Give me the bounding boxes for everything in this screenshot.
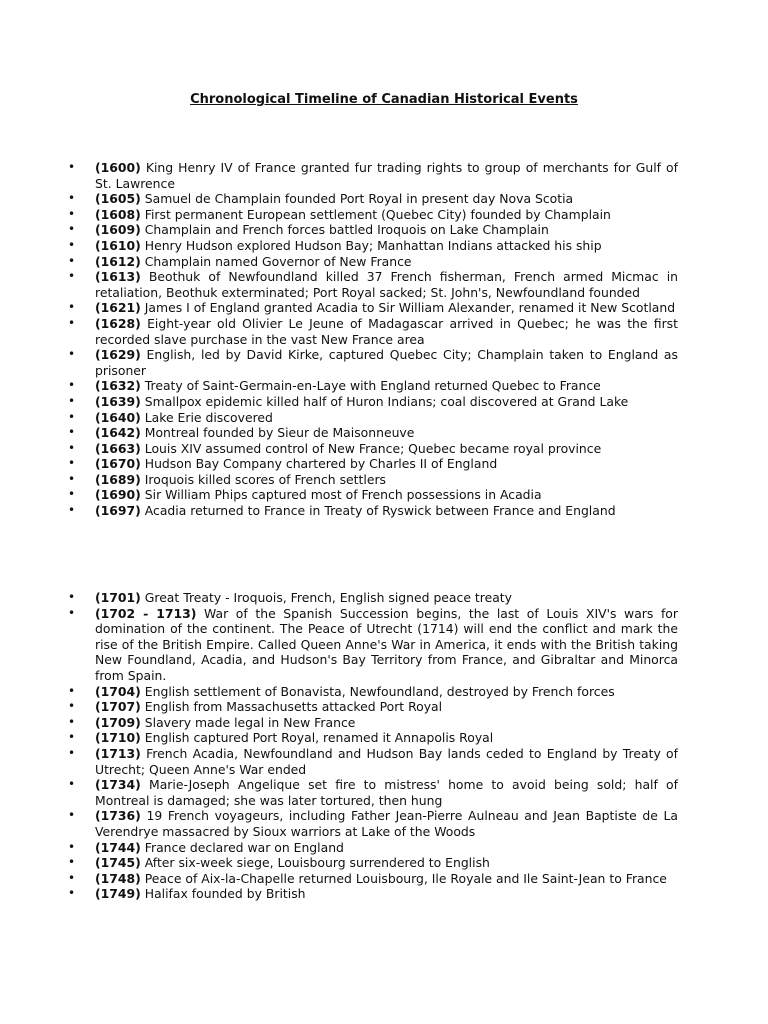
bullet-icon: • [68,590,76,604]
event-description: After six-week siege, Louisbourg surrendered to English [144,855,490,871]
timeline-event [68,840,678,856]
timeline-event [68,441,678,457]
event-description: Sir William Phips captured most of French possessions in Acadia [144,487,542,503]
event-year: (1689) [95,471,141,487]
bullet-icon: • [68,808,76,823]
event-year: (1670) [95,456,141,472]
event-description: Great Treaty - Iroquois, French, English signed peace treaty [144,590,512,605]
event-year: (1605) [95,191,141,207]
bullet-icon: • [68,605,76,620]
bullet-icon: • [68,471,76,486]
timeline-event [68,699,678,715]
bullet-icon: • [68,315,76,330]
event-year: (1697) [95,503,141,519]
event-year: (1707) [95,699,141,715]
event-description: Champlain named Governor of New France [144,253,412,269]
timeline-event [68,472,678,488]
event-description: France declared war on England [144,839,344,855]
event-year: (1613) [95,269,141,285]
event-description: Treaty of Saint-Germain-en-Laye with England returned Quebec to France [144,378,601,394]
event-description: English captured Port Royal, renamed it Annapolis Royal [144,730,494,746]
event-year: (1702 - 1713) [95,605,197,621]
event-year: (1745) [95,855,141,871]
bullet-icon: • [68,870,76,885]
bullet-icon: • [68,745,76,760]
bullet-icon: • [68,714,76,729]
event-description: James I of England granted Acadia to Sir William Alexander, renamed it New Scotland [144,300,676,316]
timeline-event [68,855,678,871]
timeline-event [68,777,678,808]
event-description: Beothuk of Newfoundland killed 37 French fisherman, French armed Micmac in retaliation, Beothuk exterminated; Port Royal sacked; St. John's, Newfoundland founded [95,269,678,300]
event-description: French Acadia, Newfoundland and Hudson Bay lands ceded to England by Treaty of Utrecht; Queen Anne's War ended [95,745,678,777]
event-year: (1713) [95,745,141,761]
event-year: (1632) [95,378,141,394]
bullet-icon: • [68,347,76,362]
bullet-icon: • [68,777,76,792]
event-description: English from Massachusetts attacked Port Royal [144,699,443,715]
bullet-icon: • [68,839,76,854]
event-year: (1612) [95,253,141,269]
timeline-event [68,191,678,207]
bullet-icon: • [68,237,76,252]
timeline-event [68,300,678,316]
bullet-icon: • [68,253,76,268]
event-description: Lake Erie discovered [144,409,273,425]
event-description: Hudson Bay Company chartered by Charles II of England [144,456,498,472]
event-description: War of the Spanish Succession begins, the last of Louis XIV's wars for domination of the continent. The Peace of Utrecht (1714) will end the conflict and mark the rise of the British Empire. Called Queen Anne's War in America, it ends with the British taking New Foundland, Acadia, and Hudson's Bay Territory from France, and Gibraltar and Minorca from Spain. [95,605,678,683]
bullet-icon: • [68,222,76,237]
event-description: Louis XIV assumed control of New France; Quebec became royal province [144,440,602,456]
timeline-list-1700s [68,590,678,902]
event-year: (1600) [95,160,141,175]
bullet-icon: • [68,300,76,315]
event-description: King Henry IV of France granted fur trading rights to group of merchants for Gulf of St. Lawrence [95,160,678,191]
bullet-icon: • [68,855,76,870]
timeline-event [68,871,678,887]
event-year: (1704) [95,683,141,699]
timeline-event [68,207,678,223]
event-year: (1744) [95,839,141,855]
timeline-event [68,394,678,410]
timeline-event [68,590,678,606]
event-description: English, led by David Kirke, captured Quebec City; Champlain taken to England as prisoner [95,347,678,378]
timeline-list-1600s [68,160,678,519]
timeline-event [68,254,678,270]
bullet-icon: • [68,269,76,284]
event-year: (1610) [95,237,141,253]
timeline-event [68,730,678,746]
event-description: First permanent European settlement (Quebec City) founded by Champlain [144,206,611,222]
timeline-event [68,269,678,300]
bullet-icon: • [68,425,76,440]
event-year: (1642) [95,425,141,441]
event-description: Eight-year old Olivier Le Jeune of Madagascar arrived in Quebec; he was the first recorded slave purchase in the vast New France area [95,315,678,347]
event-description: Henry Hudson explored Hudson Bay; Manhattan Indians attacked his ship [144,237,602,253]
event-year: (1690) [95,487,141,503]
event-year: (1709) [95,714,141,730]
bullet-icon: • [68,160,76,174]
timeline-event [68,715,678,731]
timeline-event [68,316,678,347]
event-description: Smallpox epidemic killed half of Huron Indians; coal discovered at Grand Lake [144,393,629,409]
event-year: (1736) [95,808,141,824]
timeline-event [68,746,678,777]
timeline-event [68,347,678,378]
bullet-icon: • [68,191,76,206]
timeline-event [68,410,678,426]
document-title: Chronological Timeline of Canadian Historical Events [190,92,578,107]
event-year: (1629) [95,347,141,363]
bullet-icon: • [68,886,76,901]
timeline-event [68,503,678,519]
event-description: 19 French voyageurs, including Father Jean-Pierre Aulneau and Jean Baptiste de La Verendrye massacred by Sioux warriors at Lake of the Woods [95,808,678,839]
event-description: Iroquois killed scores of French settlers [144,471,386,487]
bullet-icon: • [68,683,76,698]
bullet-icon: • [68,393,76,408]
bullet-icon: • [68,378,76,393]
timeline-event [68,684,678,700]
bullet-icon: • [68,503,76,518]
event-description: Acadia returned to France in Treaty of Ryswick between France and England [144,503,616,519]
event-description: Samuel de Champlain founded Port Royal in present day Nova Scotia [144,191,574,207]
timeline-event [68,222,678,238]
bullet-icon: • [68,409,76,424]
timeline-event [68,456,678,472]
timeline-event [68,238,678,254]
bullet-icon: • [68,456,76,471]
event-description: Montreal founded by Sieur de Maisonneuve [144,425,415,441]
timeline-event [68,160,678,191]
timeline-event [68,886,678,902]
event-year: (1663) [95,440,141,456]
timeline-event [68,487,678,503]
event-year: (1609) [95,222,141,238]
event-year: (1734) [95,777,141,793]
event-year: (1639) [95,393,141,409]
event-year: (1748) [95,870,141,886]
event-description: Peace of Aix-la-Chapelle returned Louisbourg, Ile Royale and Ile Saint-Jean to France [144,870,667,886]
event-year: (1710) [95,730,141,746]
bullet-icon: • [68,487,76,502]
event-description: Slavery made legal in New France [144,714,356,730]
event-year: (1608) [95,206,141,222]
bullet-icon: • [68,730,76,745]
bullet-icon: • [68,699,76,714]
event-description: English settlement of Bonavista, Newfoundland, destroyed by French forces [144,683,615,699]
event-year: (1621) [95,300,141,316]
timeline-event [68,606,678,684]
event-description: Halifax founded by British [144,886,306,902]
event-year: (1640) [95,409,141,425]
bullet-icon: • [68,440,76,455]
timeline-event [68,378,678,394]
timeline-event [68,425,678,441]
event-year: (1628) [95,315,141,331]
event-year: (1749) [95,886,141,902]
event-year: (1701) [95,590,141,605]
event-description: Marie-Joseph Angelique set fire to mistress' home to avoid being sold; half of Montreal is damaged; she was later tortured, then hung [95,777,678,808]
bullet-icon: • [68,206,76,221]
timeline-event [68,808,678,839]
event-description: Champlain and French forces battled Iroquois on Lake Champlain [144,222,549,238]
